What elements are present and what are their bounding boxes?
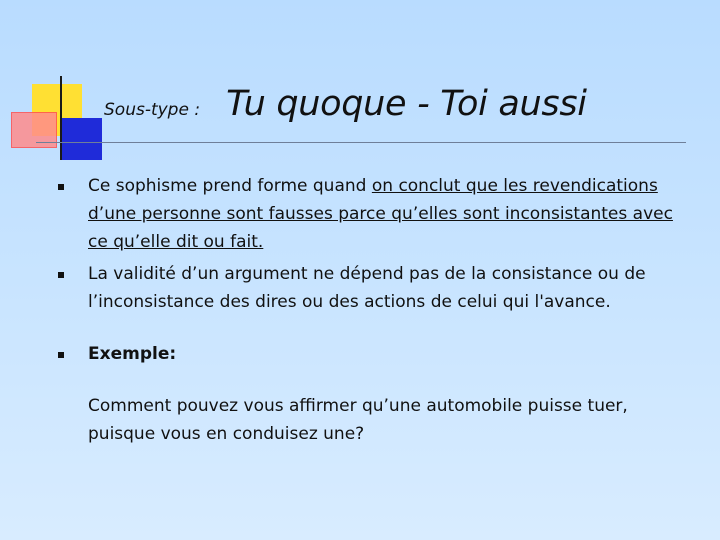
example-text: Comment pouvez vous affirmer qu’une automobile puisse tuer, puisque vous en conduisez une? bbox=[88, 396, 628, 444]
bullet-item bbox=[58, 260, 678, 316]
title-prefix: Sous-type : bbox=[104, 100, 201, 120]
bullet-text: La validité d’un argument ne dépend pas de la consistance ou de l’inconsistance des dires ou des actions de celui qui l'avance. bbox=[88, 264, 646, 312]
logo-blue-square bbox=[60, 118, 102, 160]
bullet-item bbox=[58, 340, 678, 368]
bullet-text: Ce sophisme prend forme quand bbox=[88, 176, 372, 196]
bullet-list bbox=[58, 172, 678, 448]
title-divider-line bbox=[36, 142, 686, 143]
title-main: Tu quoque - Toi aussi bbox=[226, 84, 587, 124]
bullet-square-icon bbox=[58, 184, 64, 190]
bullet-square-icon bbox=[58, 352, 64, 358]
bullet-text-underlined: on conclut que les revendications d’une personne sont fausses parce qu’elles sont inconsistantes avec ce qu’elle dit ou fait. bbox=[88, 176, 673, 252]
slide-logo-decoration bbox=[0, 0, 110, 170]
example-heading: Exemple: bbox=[88, 344, 177, 364]
bullet-item bbox=[58, 172, 678, 256]
logo-vertical-line bbox=[60, 76, 62, 160]
bullet-square-icon bbox=[58, 272, 64, 278]
slide-title bbox=[104, 84, 587, 128]
